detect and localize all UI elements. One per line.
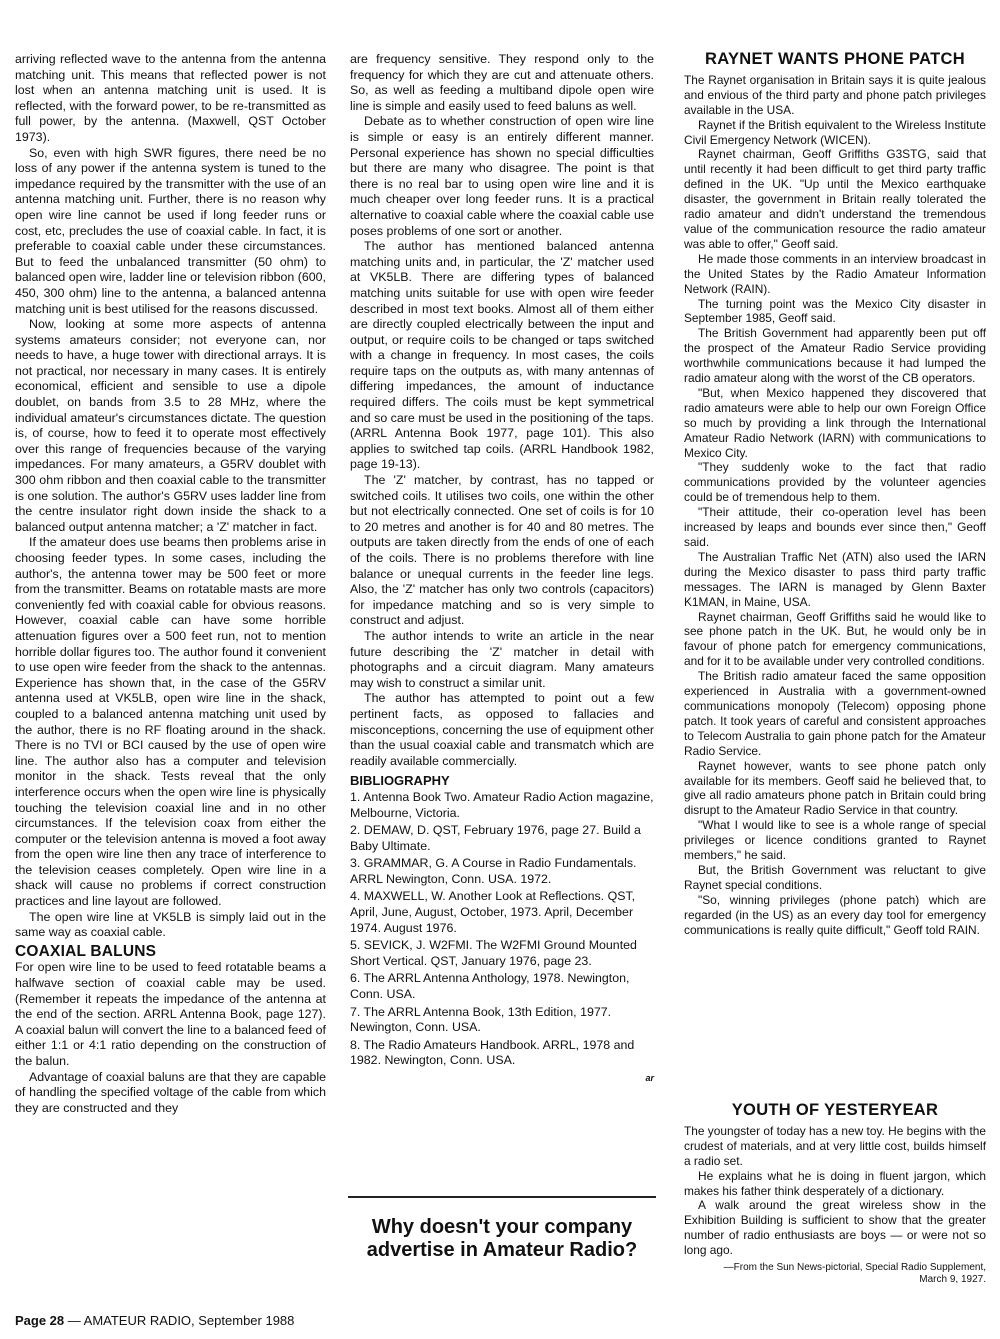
promo-line-1: Why doesn't your company: [371, 1216, 633, 1238]
credit-line: —From the Sun News-pictorial, Special Radio Supplement,: [723, 1262, 986, 1274]
paragraph: The author has mentioned balanced antenna matching units and, in particular, the 'Z' matcher used at VK5LB. There are differing types of balanced matching units suitable for use with open wire feeder described in most text books. Almost all of them either are directly coupled electrically between the input and output, or require coils to be changed or taps switched with a change in frequency. In most cases, the coils require taps on the outputs as, with many antennas of differing impedances, the amount of inductance required differs. The coils must be kept symmetrical and so care must be used in the positioning of the taps. (ARRL Antenna Book 1977, page 101). This also applies to switched tap coils. (ARRL Handbook 1982, page 19-13).: [350, 239, 654, 472]
article-column-2: [350, 52, 654, 1087]
bibliography-item: 7. The ARRL Antenna Book, 13th Edition, 1977. Newington, Conn. USA.: [350, 1004, 612, 1035]
paragraph: The British Government had apparently been put off the prospect of the Amateur Radio Service providing worthwhile communications because it had lumped the radio amateur along with the worst of the CB operators.: [684, 326, 986, 386]
advertise-promo: [348, 1196, 656, 1262]
article-column-3: [684, 52, 986, 937]
youth-of-yesteryear-box: [684, 1103, 986, 1286]
article-column-1: [15, 52, 326, 1116]
promo-line-2: advertise in Amateur Radio?: [366, 1239, 638, 1261]
paragraph: "They suddenly woke to the fact that radio communications provided by the volunteer agencies could be of tremendous help to them.: [684, 460, 986, 505]
paragraph: The youngster of today has a new toy. He begins with the crudest of materials, and at very little cost, builds himself a radio set.: [684, 1123, 986, 1168]
bibliography-heading: BIBLIOGRAPHY: [350, 773, 450, 789]
bibliography-item: 1. Antenna Book Two. Amateur Radio Action magazine, Melbourne, Victoria.: [350, 789, 654, 820]
paragraph: But, the British Government was reluctant to give Raynet special conditions.: [684, 862, 986, 892]
paragraph: He explains what he is doing in fluent jargon, which makes his father think desperately of a dictionary.: [684, 1168, 986, 1198]
bibliography-item: 5. SEVICK, J. W2FMI. The W2FMI Ground Mounted Short Vertical. QST, January 1976, page 23.: [350, 938, 637, 968]
paragraph: "Their attitude, their co-operation level has been increased by leaps and bounds ever since then," Geoff said.: [684, 505, 986, 549]
paragraph: Advantage of coaxial baluns are that they are capable of handling the specified voltage of the cable from which they are constructed and they: [15, 1069, 326, 1115]
page-footer: [15, 1313, 294, 1328]
paragraph: "So, winning privileges (phone patch) which are regarded (in the US) as an every day tool for emergency communications is really quite difficult," Geoff told RAIN.: [684, 892, 986, 937]
paragraph: The 'Z' matcher, by contrast, has no tapped or switched coils. It utilises two coils, one within the other but not electrically connected. One set of coils is for 10 to 20 metres and another is for 40 and 80 metres. The outputs are taken directly from the ends of one of each of the coils. There is no problems therefore with line balance or unequal currents in the feeder line legs. Also, the 'Z' matcher has only two controls (capacitors) for impedance matching and so is very simple to construct and adjust.: [350, 473, 654, 628]
paragraph: If the amateur does use beams then problems arise in choosing feeder types. In some cases, including the author's, the antenna tower may be 500 feet or more from the transmitter. Beams on rotatable masts are more conveniently fed with coaxial cable for obvious reasons. However, coaxial cable can have some horrible attenuation figures over a 500 feet run, not to mention horrible dollar figures too. The author found it convenient to use open wire feeder from the shack to the antennas. Experience has shown that, in the case of the G5RV antenna used at VK5LB, open wire line in the shack, coupled to a balanced antenna matching unit used by the author, there is no RF floating around in the shack. There is no TVI or BCI caused by the use of open wire line. The author also has a computer and television monitor in the shack. Tests reveal that the only interference occurs when the open wire line is physically touching the television coaxial line and in no other circumstances. If the television coax from either the computer or the television antenna is moved a foot away from the open wire line then any trace of interference to the television ceases completely. Open wire line in a shack will cause no problems if correct construction practices and line layout are followed.: [15, 535, 326, 909]
page-number: Page 28: [15, 1313, 65, 1328]
end-mark: ar: [645, 1073, 654, 1083]
bibliography-item: 8. The Radio Amateurs Handbook. ARRL, 1978 and 1982. Newington, Conn. USA.: [350, 1037, 635, 1068]
paragraph: The author intends to write an article in the near future describing the 'Z' matcher in detail with photographs and a circuit diagram. Many amateurs may wish to construct a similar unit.: [350, 628, 654, 690]
paragraph: He made those comments in an interview broadcast in the United States by the Radio Amateur Information Network (RAIN).: [684, 251, 986, 296]
paragraph: The Australian Traffic Net (ATN) also used the IARN during the Mexico disaster to pass third party traffic messages. The IARN is managed by Glenn Baxter K1MAN, in Maine, USA.: [684, 549, 986, 609]
bibliography-item: 4. MAXWELL, W. Another Look at Reflections. QST, April, June, August, October, 1973. April, December 1974. August 1976.: [350, 889, 636, 935]
paragraph: The author has attempted to point out a few pertinent facts, as opposed to fallacies and misconceptions, concerning the use of equipment other than the usual coaxial cable and transmatch which are readily available commercially.: [350, 691, 654, 768]
headline-raynet: RAYNET WANTS PHONE PATCH: [705, 50, 965, 68]
bibliography-item: 6. The ARRL Antenna Anthology, 1978. Newington, Conn. USA.: [350, 971, 630, 1002]
paragraph: The British radio amateur faced the same opposition experienced in Australia with a government-owned communications monopoly (Telecom) opposing phone patch. It took years of careful and consistent approaches to Telecom Australia to gain phone patch for the Amateur Radio Service.: [684, 669, 986, 758]
paragraph: The Raynet organisation in Britain says it is quite jealous and envious of the third party and phone patch privileges available in the USA.: [684, 72, 986, 117]
section-heading-coaxial-baluns: COAXIAL BALUNS: [15, 942, 157, 960]
paragraph: Now, looking at some more aspects of antenna systems amateurs consider; not everyone can, nor needs to have, a huge tower with directional arrays. It is not practical, nor necessary in many cases. It is entirely economical, efficient and sensible to use a dipole doublet, on bands from 3.5 to 28 MHz, where the individual amateur's circumstances dictate. The question is, of course, how to feed it to operate most effectively over this range of frequencies because of the varying impedances. For many amateurs, a G5RV doublet with 300 ohm ribbon and then coaxial cable to the transmitter is one solution. The author's G5RV uses ladder line from the centre insulator right down inside the shack to a balanced output antenna matcher; a 'Z' matcher in fact.: [15, 317, 326, 534]
credit-line: March 9, 1927.: [919, 1274, 986, 1286]
paragraph: Raynet if the British equivalent to the Wireless Institute Civil Emergency Network (WICEN).: [684, 117, 986, 147]
paragraph: A walk around the great wireless show in the Exhibition Building is sufficient to show that the greater number of radio enthusiasts are boys — or were not so long ago.: [684, 1198, 986, 1258]
paragraph: So, even with high SWR figures, there need be no loss of any power if the antenna system is tuned to the impedance required by the transmitter with the use of an antenna matching unit. Further, there is no reason why open wire line cannot be used if long feeder runs or cost, etc, precludes the use of coaxial cable. In fact, it is preferable to coaxial cable under these circumstances. But to feed the unbalanced transmitter (50 ohm) to balanced open wire, ladder line or television ribbon (600, 450, 300 ohm) line to the antenna, a balanced antenna matching unit is best utilised for the reasons discussed.: [15, 145, 326, 316]
headline-youth: YOUTH OF YESTERYEAR: [731, 1101, 939, 1119]
paragraph: Raynet chairman, Geoff Griffiths G3STG, said that until recently it had been difficult to get third party traffic defined in the UK. "Up until the Mexico earthquake disaster, the government in Britain really tolerated the radio amateur and didn't understand the tremendous value of the communication resource the radio amateur was able to offer," Geoff said.: [684, 147, 986, 251]
paragraph: are frequency sensitive. They respond only to the frequency for which they are cut and attenuate others. So, as well as feeding a multiband dipole open wire line is simple and easily used to feed baluns as well.: [350, 52, 654, 113]
paragraph: "But, when Mexico happened they discovered that radio amateurs were able to help our own Foreign Office so much by providing a link through the International Amateur Radio Network (IARN) with communications to Mexico City.: [684, 385, 986, 460]
publication-info: — AMATEUR RADIO, September 1988: [64, 1313, 295, 1328]
bibliography-item: 2. DEMAW, D. QST, February 1976, page 27. Build a Baby Ultimate.: [350, 823, 641, 853]
paragraph: arriving reflected wave to the antenna from the antenna matching unit. This means that reflected power is not lost when an antenna matching unit is used. It is reflected, with the forward power, to be re-transmitted as full power, by the antenna. (Maxwell, QST October 1973).: [15, 52, 326, 144]
source-credit: [684, 1262, 986, 1286]
paragraph: The turning point was the Mexico City disaster in September 1985, Geoff said.: [684, 296, 986, 326]
paragraph: Raynet however, wants to see phone patch only available for its members. Geoff said he believed that, to give all radio amateurs phone patch in Britain could bring disrupt to the Amateur Radio Service in that country.: [684, 758, 986, 818]
paragraph: Debate as to whether construction of open wire line is simple or easy is an entirely different manner. Personal experience has shown no special difficulties but there are many who disagree. The point is that there is no real bar to using open wire line and it is much cheaper over long feeder runs. It is a practical alternative to coaxial cable where the coaxial cable use poses problems of one sort or another.: [350, 114, 654, 238]
bibliography-list: [350, 790, 654, 1069]
bibliography-item: 3. GRAMMAR, G. A Course in Radio Fundamentals. ARRL Newington, Conn. USA. 1972.: [350, 856, 637, 886]
paragraph: Raynet chairman, Geoff Griffiths said he would like to see phone patch in the UK. But, he would only be in favour of phone patch for emergency communications, and for it to be available under very controlled conditions.: [684, 609, 986, 669]
paragraph: The open wire line at VK5LB is simply laid out in the same way as coaxial cable.: [15, 909, 326, 940]
paragraph: "What I would like to see is a whole range of special privileges or licence conditions granted to Raynet members," he said.: [684, 818, 986, 863]
paragraph: For open wire line to be used to feed rotatable beams a halfwave section of coaxial cable may be used. (Remember it repeats the impedance of the antenna at the end of the section. ARRL Antenna Book, page 127). A coaxial balun will convert the line to a balanced feed of either 1:1 or 4:1 ratio depending on the construction of the balun.: [15, 960, 326, 1068]
